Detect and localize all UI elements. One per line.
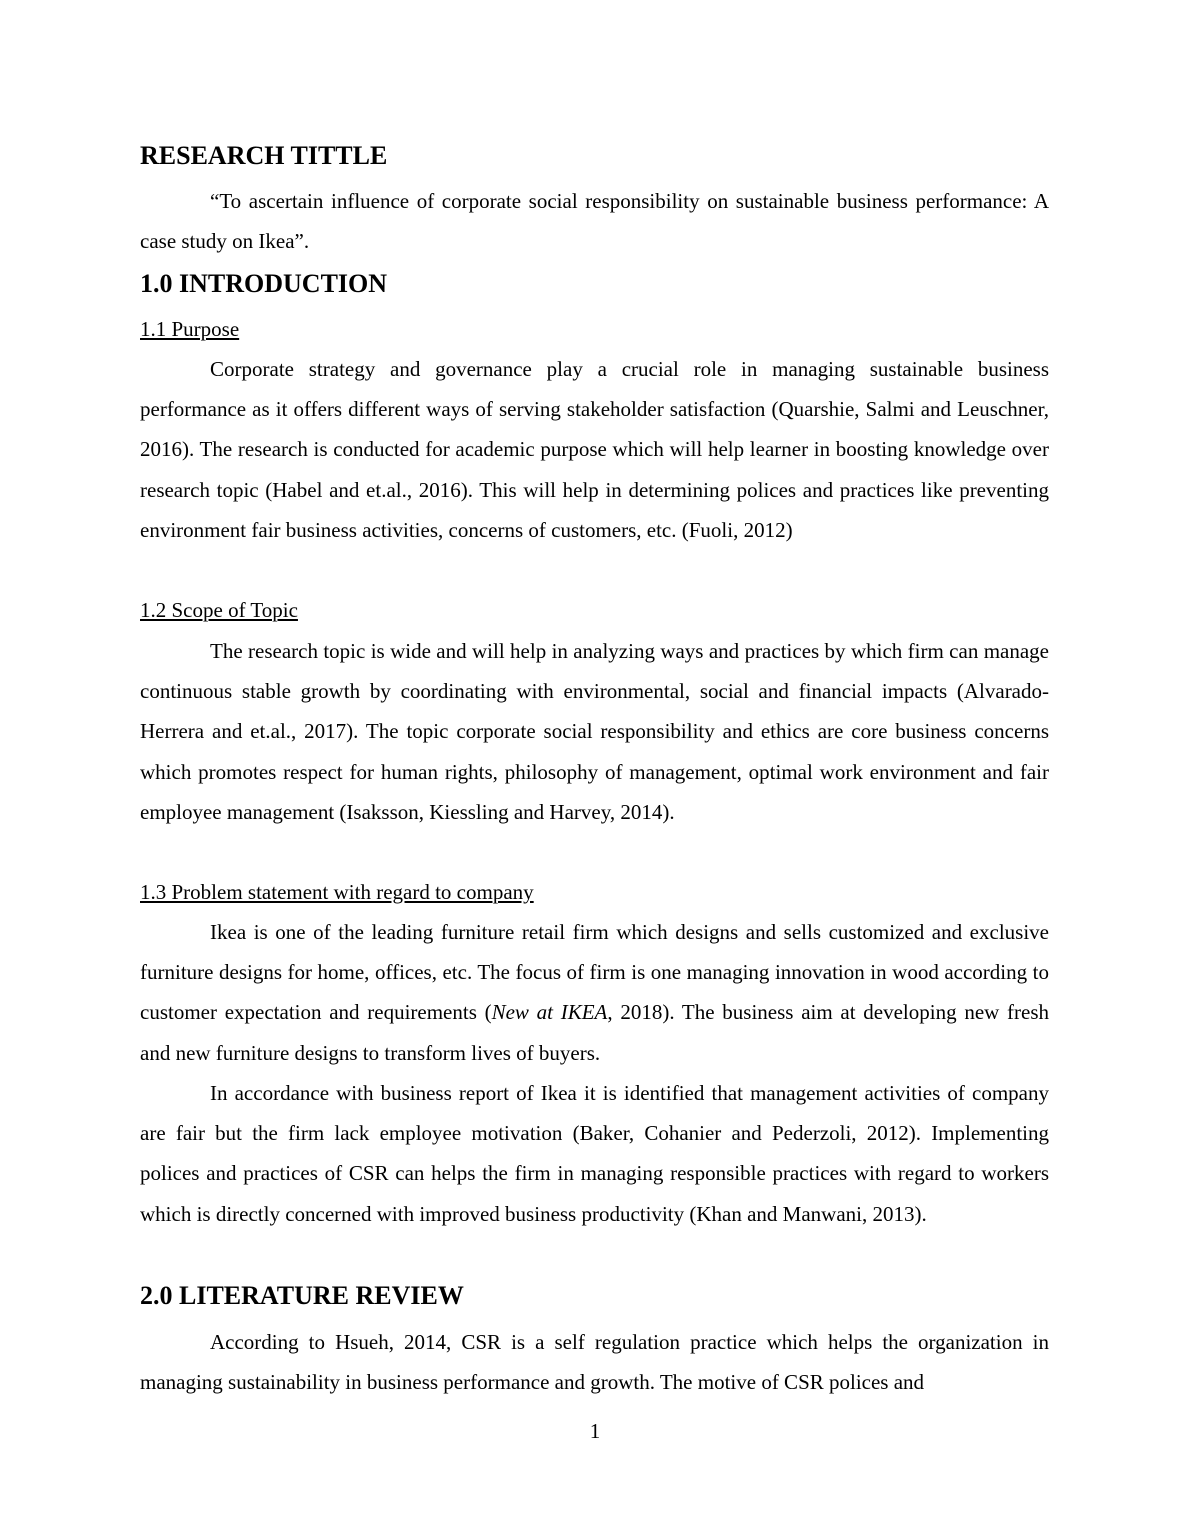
literature-review-paragraph: According to Hsueh, 2014, CSR is a self regulation practice which helps the organization in managing sustainability in business performance and growth. The motive of CSR polices and bbox=[140, 1330, 1049, 1395]
research-title-heading: RESEARCH TITTLE bbox=[140, 141, 388, 170]
page-number: 1 bbox=[589, 1419, 601, 1443]
problem-paragraph-1-text-a: Ikea is one of the leading furniture retail firm which designs and sells customized and exclusive furniture designs for home, offices, etc. The focus of firm is one managing innovation in wood according to customer expectation and requirements ( bbox=[140, 920, 1049, 1025]
purpose-paragraph: Corporate strategy and governance play a crucial role in managing sustainable business performance as it offers different ways of serving stakeholder satisfaction (Quarshie, Salmi and Leuschner, 2016). The research is conducted for academic purpose which will help learner in boosting knowledge over research topic (Habel and et.al., 2016). This will help in determining polices and practices like preventing environment fair business activities, concerns of customers, etc. (Fuoli, 2012) bbox=[140, 357, 1049, 542]
literature-review-heading: 2.0 LITERATURE REVIEW bbox=[140, 1281, 464, 1310]
problem-paragraph-1-italic-source: New at IKEA bbox=[491, 1000, 608, 1025]
scope-subheading: 1.2 Scope of Topic bbox=[140, 598, 298, 622]
document-page bbox=[140, 0, 1049, 1540]
purpose-subheading: 1.1 Purpose bbox=[140, 317, 240, 341]
problem-paragraph-1-text-b: , 2018). The business aim at developing new fresh and new furniture designs to transform lives of buyers. bbox=[140, 1000, 1050, 1065]
research-title-paragraph: “To ascertain influence of corporate social responsibility on sustainable business performance: A case study on Ikea”. bbox=[140, 189, 1049, 254]
problem-paragraph-1 bbox=[140, 912, 1049, 1073]
scope-paragraph: The research topic is wide and will help in analyzing ways and practices by which firm can manage continuous stable growth by coordinating with environmental, social and financial impacts (Alvarado-Herrera and et.al., 2017). The topic corporate social responsibility and ethics are core business concerns which promotes respect for human rights, philosophy of management, optimal work environment and fair employee management (Isaksson, Kiessling and Harvey, 2014). bbox=[140, 639, 1049, 824]
introduction-heading: 1.0 INTRODUCTION bbox=[140, 269, 388, 298]
problem-statement-subheading: 1.3 Problem statement with regard to company bbox=[140, 880, 534, 904]
problem-paragraph-2: In accordance with business report of Ikea it is identified that management activities of company are fair but the firm lack employee motivation (Baker, Cohanier and Pederzoli, 2012). Implementing polices and practices of CSR can helps the firm in managing responsible practices with regard to workers which is directly concerned with improved business productivity (Khan and Manwani, 2013). bbox=[140, 1081, 1049, 1226]
